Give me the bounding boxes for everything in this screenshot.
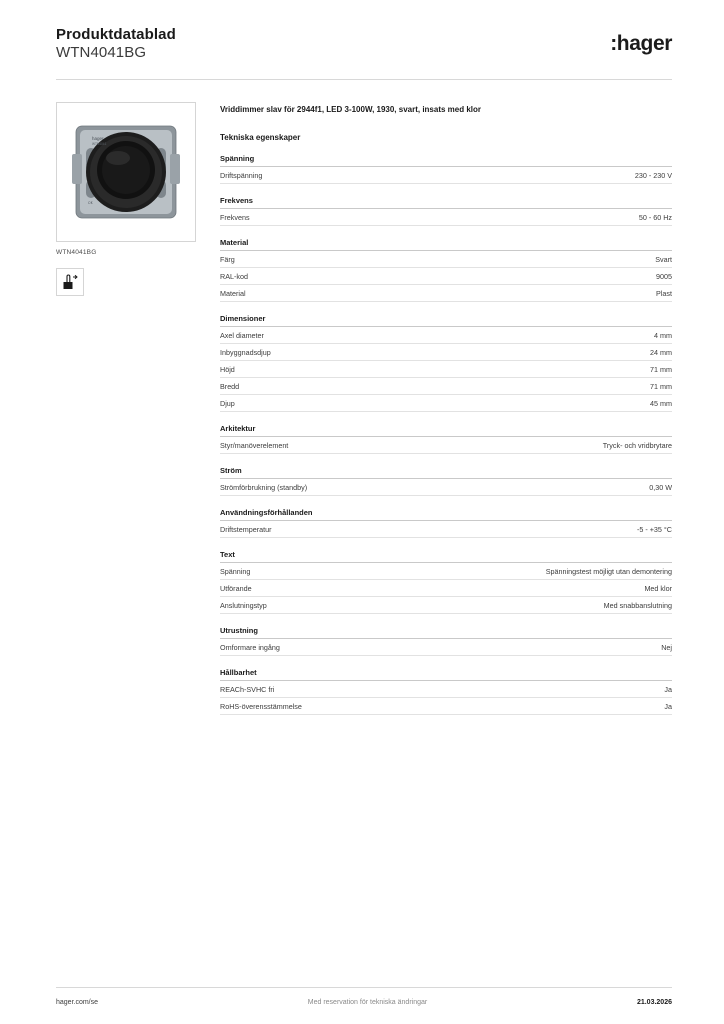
spec-label: Anslutningstyp [220,600,267,610]
spec-group [220,314,672,412]
product-description: Vriddimmer slav för 2944f1, LED 3-100W, 1930, svart, insats med klor [220,104,482,114]
spec-value: Med snabbanslutning [603,600,672,610]
svg-text:WTN4041: WTN4041 [92,141,107,146]
spec-row [220,361,672,378]
spec-value: 9005 [656,271,672,281]
spec-row [220,251,672,268]
spec-row [220,285,672,302]
spec-row [220,479,672,496]
spec-value: 230 - 230 V [634,170,672,180]
spec-groups [220,154,672,715]
spec-row [220,344,672,361]
spec-row [220,698,672,715]
spec-group [220,508,672,538]
spec-label: Spänning [220,566,251,576]
spec-row [220,521,672,538]
spec-group-title: Dimensioner [220,314,672,327]
spec-group-title: Användningsförhållanden [220,508,672,521]
spec-label: Färg [220,254,235,264]
spec-group-title: Material [220,238,672,251]
specs-heading: Tekniska egenskaper [220,132,301,142]
product-image [56,102,196,242]
spec-row [220,395,672,412]
page-body [0,80,724,715]
rotary-dimmer-icon [62,108,190,236]
spec-row [220,639,672,656]
footer-divider [56,987,672,988]
svg-text:hager: hager [92,135,104,141]
spec-row [220,437,672,454]
spec-row [220,597,672,614]
spec-value: 0,30 W [649,482,672,492]
page-footer [56,999,672,1006]
spec-group [220,626,672,656]
spec-label: Axel diameter [220,330,264,340]
spec-label: Frekvens [220,212,250,222]
spec-group-title: Hållbarhet [220,668,672,681]
specifications-column [220,102,672,715]
spec-value: Svart [655,254,672,264]
spec-label: REACh-SVHC fri [220,684,275,694]
spec-value: Ja [664,684,672,694]
spec-value: 50 - 60 Hz [638,212,672,222]
product-media-column [56,102,196,715]
spec-group-title: Spänning [220,154,672,167]
spec-row [220,167,672,184]
spec-group-title: Ström [220,466,672,479]
spec-value: 24 mm [650,347,672,357]
spec-label: RoHS-överensstämmelse [220,701,302,711]
spec-group [220,550,672,614]
spec-row [220,580,672,597]
spec-label: Bredd [220,381,240,391]
spec-label: Driftspänning [220,170,263,180]
spec-group-title: Text [220,550,672,563]
spec-group [220,668,672,715]
spec-group [220,466,672,496]
spec-value: 4 mm [654,330,672,340]
spec-label: Strömförbrukning (standby) [220,482,308,492]
spec-group-title: Utrustning [220,626,672,639]
spec-row [220,327,672,344]
footer-date: 21.03.2026 [636,999,672,1006]
spec-label: Inbyggnadsdjup [220,347,271,357]
spec-value: 71 mm [650,364,672,374]
page-title: Produktdatablad [56,26,176,43]
hand-tool-icon [60,272,80,292]
spec-row [220,268,672,285]
spec-value: 45 mm [650,398,672,408]
footer-website[interactable]: hager.com/se [56,999,99,1006]
spec-label: Omformare ingång [220,642,280,652]
product-image-caption: WTN4041BG [56,248,97,256]
spec-value: Med klor [644,583,672,593]
hager-logo: :hager [610,32,672,55]
pictogram-box [56,268,84,296]
spec-label: Höjd [220,364,235,374]
title-block [56,26,176,63]
spec-value: Spänningstest möjligt utan demontering [545,566,672,576]
spec-label: RAL-kod [220,271,248,281]
spec-group [220,154,672,184]
spec-group [220,424,672,454]
spec-value: -5 - +35 °C [636,524,672,534]
svg-text:C€: C€ [88,200,93,205]
spec-value: Tryck- och vridbrytare [602,440,672,450]
page-header [0,0,724,63]
spec-group [220,238,672,302]
spec-row [220,378,672,395]
spec-group-title: Arkitektur [220,424,672,437]
spec-value: Ja [664,701,672,711]
spec-value: 71 mm [650,381,672,391]
spec-group-title: Frekvens [220,196,672,209]
spec-label: Styr/manöverelement [220,440,289,450]
product-reference: WTN4041BG [56,44,147,62]
spec-row [220,681,672,698]
spec-value: Plast [656,288,672,298]
spec-label: Material [220,288,246,298]
spec-value: Nej [661,642,672,652]
spec-row [220,209,672,226]
spec-label: Utförande [220,583,252,593]
spec-group [220,196,672,226]
footer-disclaimer: Med reservation för tekniska ändringar [307,999,428,1006]
spec-label: Djup [220,398,235,408]
spec-label: Driftstemperatur [220,524,272,534]
spec-row [220,563,672,580]
